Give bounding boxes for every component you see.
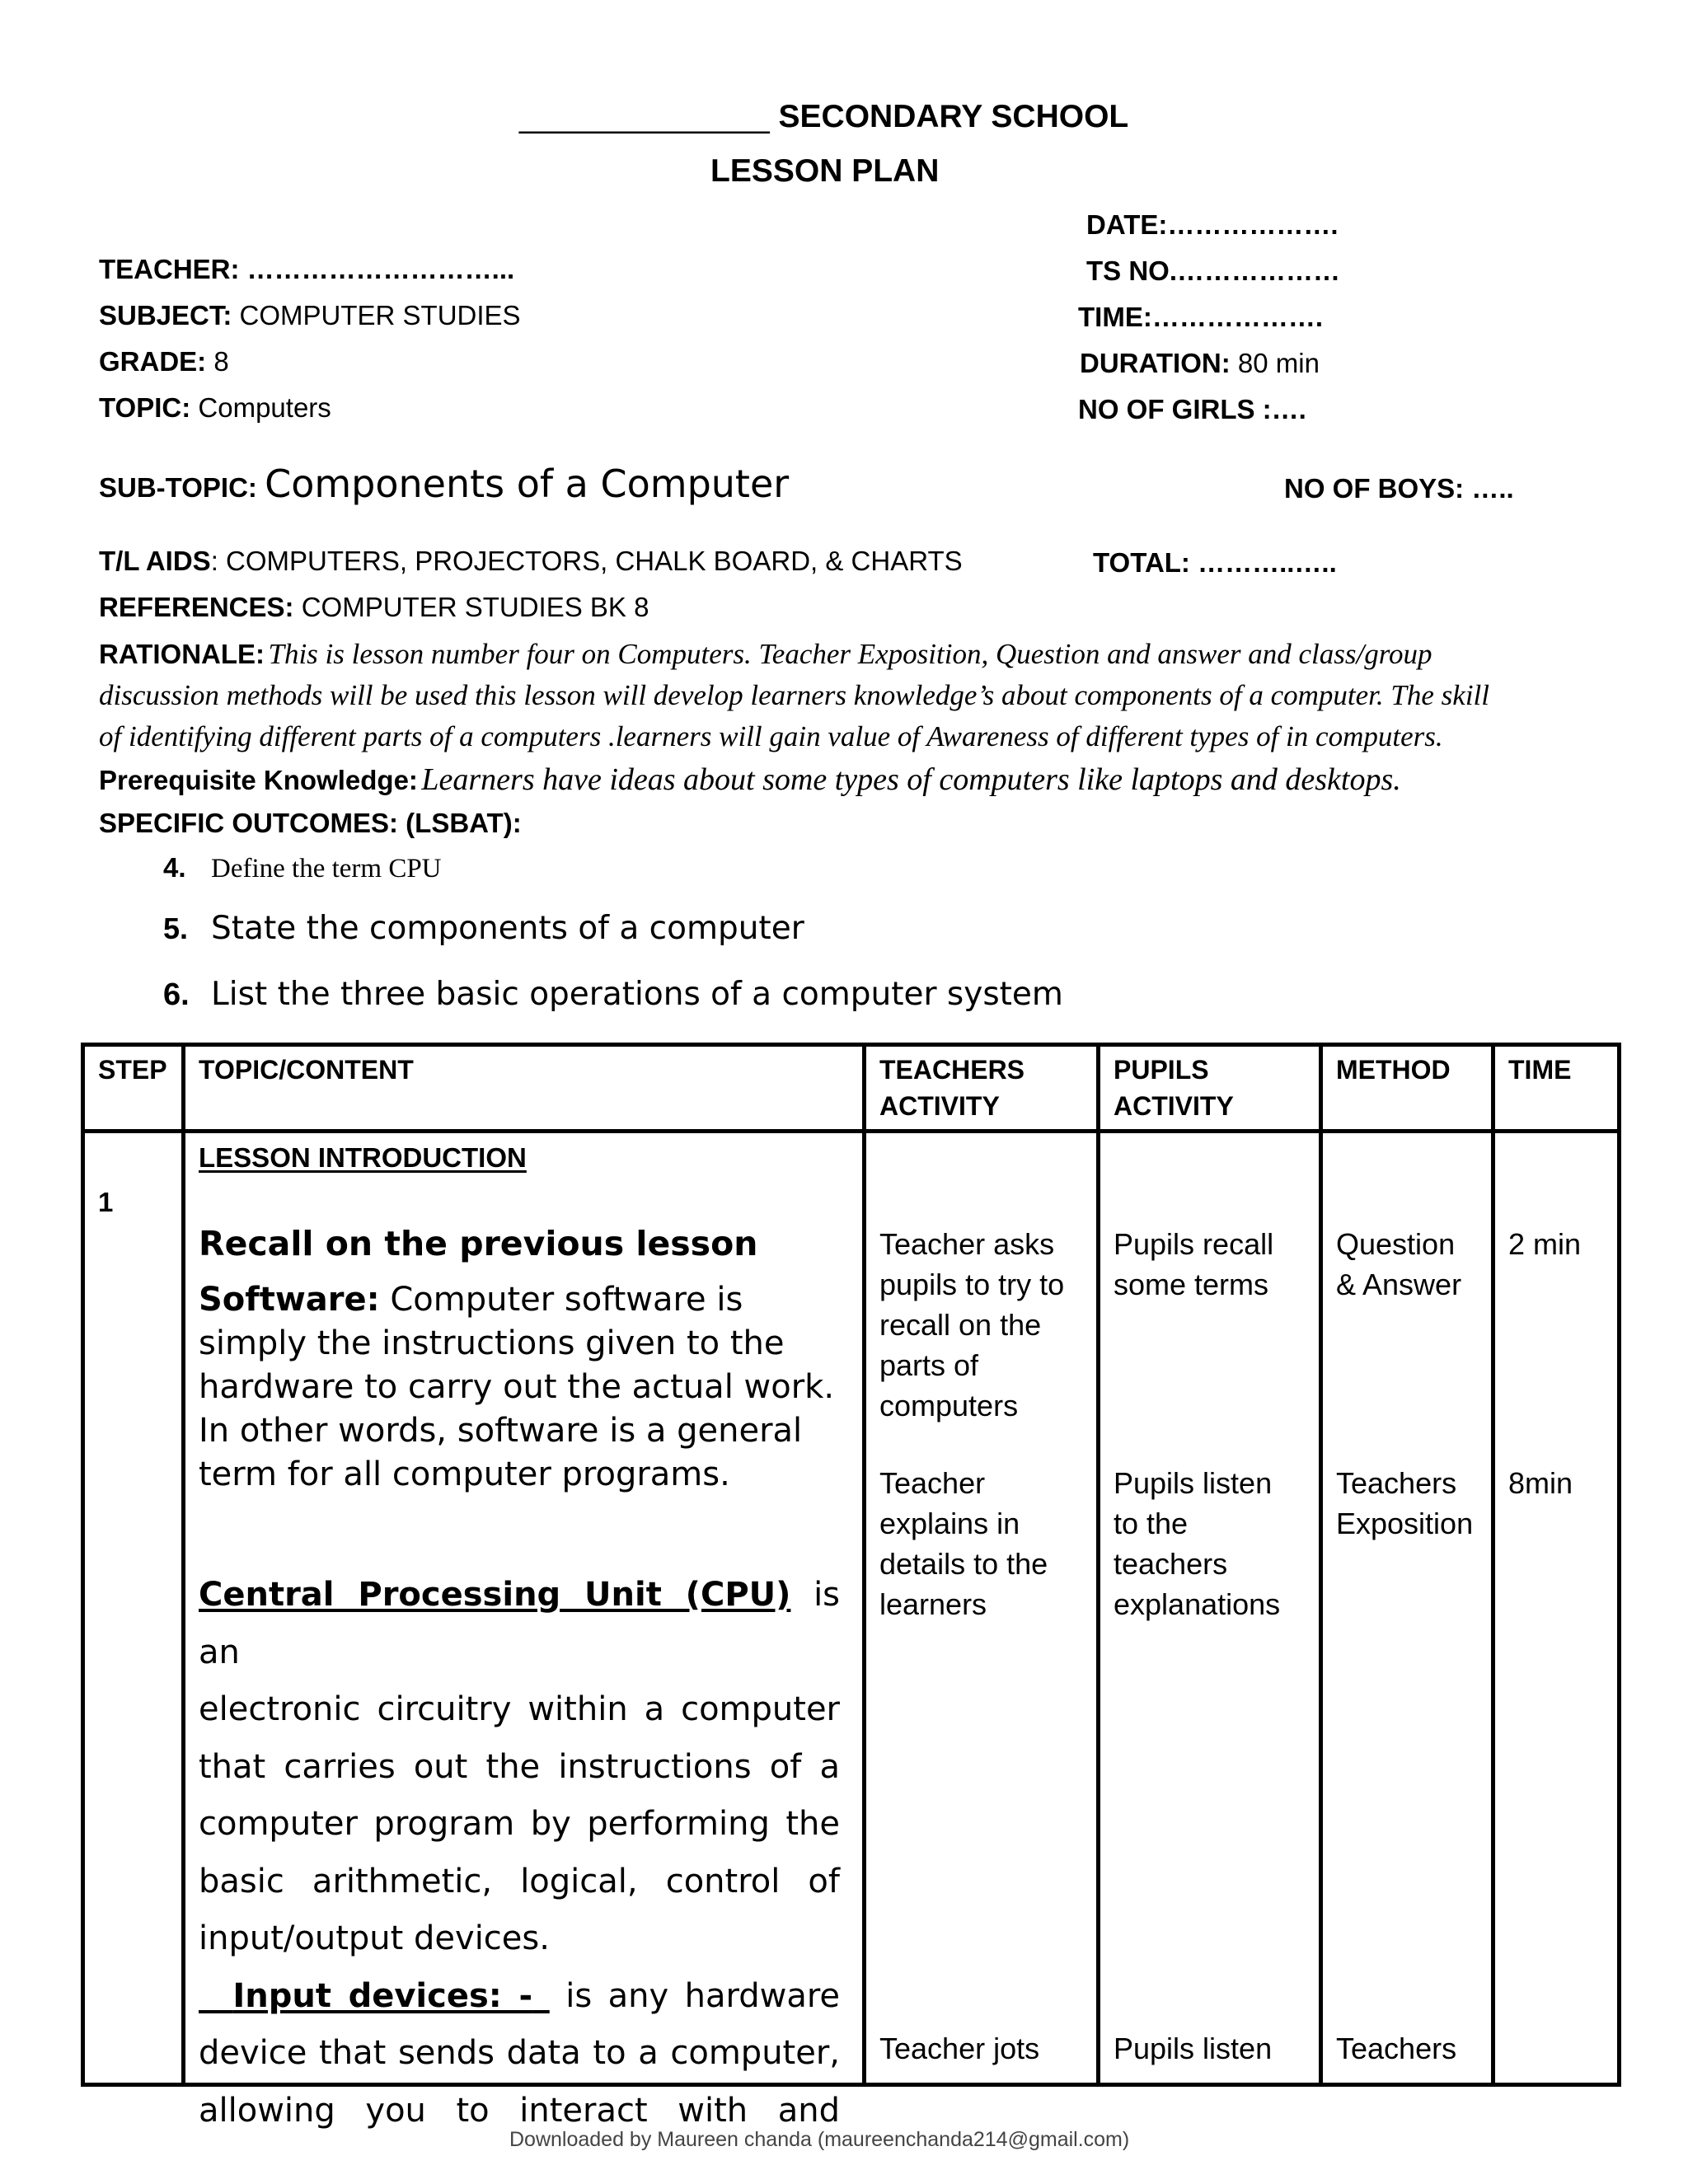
outcome-text: State the components of a computer xyxy=(211,910,804,947)
cpu-line: that carries out the instructions of a xyxy=(199,1747,840,1786)
cpu-line: input/output devices. xyxy=(199,1919,550,1957)
software-line: term for all computer programs. xyxy=(199,1455,730,1493)
pupils-activity-2: Pupils listen to the teachers explanations xyxy=(1114,1466,1281,1621)
intro-heading xyxy=(199,1138,527,1178)
grade-value: 8 xyxy=(213,346,229,377)
cpu-paragraph xyxy=(199,1567,840,2139)
teacher-activity-1: Teacher asks pupils to try to recall on the parts of computers xyxy=(879,1227,1065,1422)
prerequisite-text: Learners have ideas about some types of computers like laptops and desktops. xyxy=(421,762,1401,797)
outcome-number: 5. xyxy=(163,912,189,945)
tl-aids-label: T/L AIDS xyxy=(99,546,211,576)
table-header-row xyxy=(83,1045,1620,1132)
tl-aids-value: : COMPUTERS, PROJECTORS, CHALK BOARD, & CHARTS xyxy=(210,546,963,576)
header-step: STEP xyxy=(83,1045,184,1132)
duration-line xyxy=(1080,348,1320,379)
teacher-value: ………………………... xyxy=(246,254,515,284)
outcome-number: 4. xyxy=(163,852,186,883)
rationale-line-3: of identifying different parts of a computers .learners will gain value of Awareness of different types of in computers. xyxy=(99,720,1443,752)
cpu-text: is an xyxy=(199,1576,841,1671)
recall-heading: Recall on the previous lesson xyxy=(199,1224,758,1263)
input-line xyxy=(199,1968,840,2026)
step-cell xyxy=(83,1132,184,2085)
software-line xyxy=(199,1278,834,1322)
grade-label: GRADE: xyxy=(99,346,207,377)
topic-label: TOPIC: xyxy=(99,392,191,423)
cpu-line: basic arithmetic, logical, control of xyxy=(199,1862,840,1900)
subtopic-value: Components of a Computer xyxy=(265,462,790,506)
outcome-text: Define the term CPU xyxy=(211,854,442,883)
method-2: Teachers Exposition xyxy=(1336,1466,1474,1540)
software-line: hardware to carry out the actual work. xyxy=(199,1368,835,1406)
prerequisite-line xyxy=(99,762,1401,798)
duration-label: DURATION: xyxy=(1080,348,1231,378)
outcomes-heading: SPECIFIC OUTCOMES: (LSBAT): xyxy=(99,808,522,838)
subtopic-label: SUB-TOPIC: xyxy=(99,472,257,503)
total-field: TOTAL: ………..….. xyxy=(1093,547,1337,578)
header-time: TIME xyxy=(1493,1045,1620,1132)
subtopic-line xyxy=(99,462,789,506)
table-row xyxy=(83,1132,1620,2085)
rationale-line-2: discussion methods will be used this lesson will develop learners knowledge’s about components of a computer. The skill xyxy=(99,679,1489,711)
teacher-line xyxy=(99,254,514,285)
girls-field: NO OF GIRLS :…. xyxy=(1078,394,1306,424)
time-field: TIME:………………. xyxy=(1078,302,1323,332)
software-text: Computer software is xyxy=(390,1281,743,1319)
boys-field: NO OF BOYS: ….. xyxy=(1284,473,1514,504)
input-text: is any hardware xyxy=(565,1976,840,2015)
method-1: Question & Answer xyxy=(1336,1227,1462,1301)
header-teachers-activity: TEACHERS ACTIVITY xyxy=(865,1045,1099,1132)
input-label xyxy=(199,1977,550,2015)
time-1: 2 min xyxy=(1508,1227,1582,1261)
software-label: Software: xyxy=(199,1281,380,1319)
intro-heading-text: LESSON INTRODUCTION xyxy=(199,1142,527,1173)
teachers-activity-cell xyxy=(865,1132,1099,2085)
subject-label: SUBJECT: xyxy=(99,300,232,330)
ts-no-field: TS NO.……………… xyxy=(1086,255,1341,286)
school-name-blank: ______________ xyxy=(519,99,770,134)
cpu-line: electronic circuitry within a computer xyxy=(199,1690,840,1728)
school-name xyxy=(519,99,1128,135)
method-cell xyxy=(1321,1132,1493,2085)
cpu-line xyxy=(199,1567,840,1681)
pupils-activity-3: Pupils listen xyxy=(1114,2032,1273,2065)
rationale-label: RATIONALE: xyxy=(99,639,265,669)
header-pupils-activity: PUPILS ACTIVITY xyxy=(1099,1045,1321,1132)
teacher-label: TEACHER: xyxy=(99,254,240,284)
method-3: Teachers xyxy=(1336,2032,1457,2065)
cpu-line: computer program by performing the xyxy=(199,1805,840,1843)
subject-value: COMPUTER STUDIES xyxy=(239,300,521,330)
page-title: LESSON PLAN xyxy=(710,153,940,189)
lesson-table xyxy=(81,1043,1621,2130)
references-label: REFERENCES: xyxy=(99,592,294,622)
time-cell xyxy=(1493,1132,1620,2085)
outcome-text: List the three basic operations of a computer system xyxy=(211,976,1063,1013)
topic-value: Computers xyxy=(198,392,331,423)
subject-line xyxy=(99,300,521,331)
tl-aids-line xyxy=(99,546,963,577)
teacher-activity-3: Teacher jots xyxy=(879,2032,1040,2065)
date-field: DATE:………………. xyxy=(1086,209,1339,240)
pupils-activity-1: Pupils recall some terms xyxy=(1114,1227,1274,1301)
rationale-text-1: This is lesson number four on Computers. Teacher Exposition, Question and answer and class/group xyxy=(268,638,1432,670)
topic-line xyxy=(99,392,331,424)
input-line: device that sends data to a computer, xyxy=(199,2034,840,2072)
references-value: COMPUTER STUDIES BK 8 xyxy=(301,592,649,622)
grade-line xyxy=(99,346,229,377)
software-paragraph xyxy=(199,1278,834,1497)
teacher-activity-2: Teacher explains in details to the learners xyxy=(879,1466,1048,1621)
step-number: 1 xyxy=(98,1187,114,1217)
outcome-item xyxy=(163,976,1063,1013)
cpu-label: Central Processing Unit (CPU) xyxy=(199,1576,791,1614)
download-footer: Downloaded by Maureen chanda (maureenchanda214@gmail.com) xyxy=(509,2128,1130,2151)
outcome-item xyxy=(163,910,804,947)
prerequisite-label: Prerequisite Knowledge: xyxy=(99,765,418,795)
header-method: METHOD xyxy=(1321,1045,1493,1132)
software-line: simply the instructions given to the xyxy=(199,1324,785,1362)
outcome-item xyxy=(163,852,442,884)
time-2: 8min xyxy=(1508,1466,1573,1500)
rationale-line-1 xyxy=(99,638,1432,671)
software-line: In other words, software is a general xyxy=(199,1412,803,1450)
duration-value: 80 min xyxy=(1237,348,1320,378)
topic-cell xyxy=(184,1132,865,2130)
school-name-text: SECONDARY SCHOOL xyxy=(778,99,1129,134)
pupils-activity-cell xyxy=(1099,1132,1321,2085)
input-label-text: Input devices: - xyxy=(232,1976,533,2015)
outcome-number: 6. xyxy=(163,977,190,1012)
header-topic: TOPIC/CONTENT xyxy=(184,1045,865,1132)
input-line: allowing you to interact with and xyxy=(199,2091,840,2130)
references-line xyxy=(99,592,649,623)
